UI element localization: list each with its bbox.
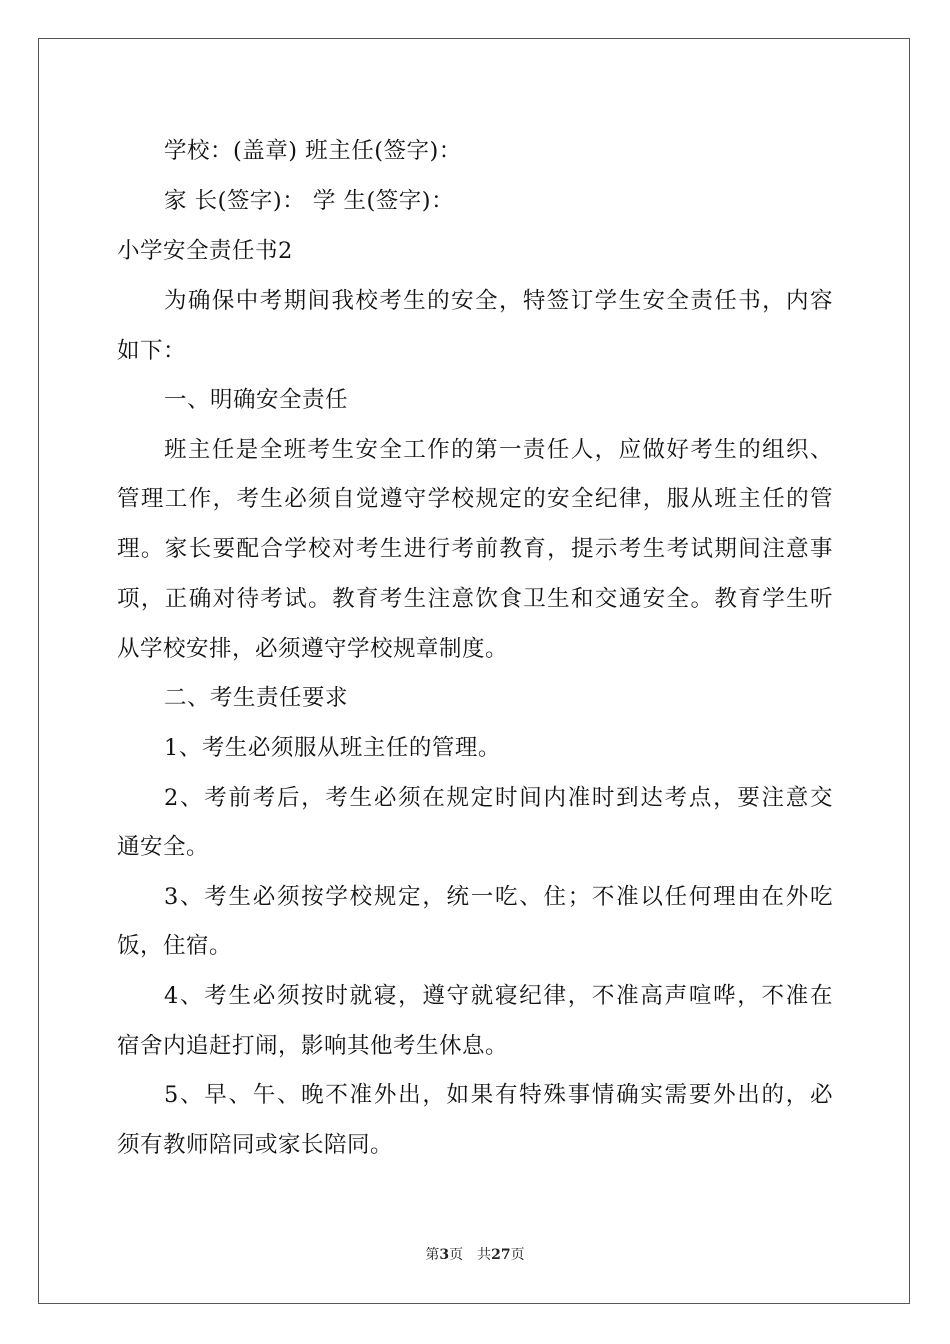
paragraph-line: 如下： — [117, 338, 187, 364]
list-item: 2、考前考后，考生必须在规定时间内准时到达考点，要注意交 — [164, 785, 833, 811]
page-prefix: 第 — [425, 1247, 440, 1263]
paragraph-line: 班主任是全班考生安全工作的第一责任人，应做好考生的组织、 — [164, 437, 833, 463]
page-border — [38, 38, 910, 1304]
signature-school-line: 学校：(盖章) 班主任(签字)： — [164, 138, 462, 164]
page-suffix: 页 — [510, 1247, 525, 1263]
paragraph-line: 管理工作，考生必须自觉遵守学校规定的安全纪律，服从班主任的管 — [117, 486, 833, 512]
page-number-footer — [0, 1246, 950, 1264]
list-item-continuation: 宿舍内追赶打闹，影响其他考生休息。 — [117, 1033, 509, 1059]
list-item: 1、考生必须服从班主任的管理。 — [164, 735, 501, 761]
list-item: 3、考生必须按学校规定，统一吃、住；不准以任何理由在外吃 — [164, 884, 833, 910]
list-item: 5、早、午、晚不准外出，如果有特殊事情确实需要外出的，必 — [164, 1082, 833, 1108]
list-item-continuation: 须有教师陪同或家长陪同。 — [117, 1132, 394, 1158]
heading-requirements: 二、考生责任要求 — [164, 685, 349, 711]
list-item-continuation: 通安全。 — [117, 834, 210, 860]
section-title: 小学安全责任书2 — [117, 238, 293, 264]
list-item-continuation: 饭，住宿。 — [117, 933, 233, 959]
paragraph-line: 理。家长要配合学校对考生进行考前教育，提示考生考试期间注意事 — [117, 536, 833, 562]
paragraph-line: 项，正确对待考试。教育考生注意饮食卫生和交通安全。教育学生听 — [117, 586, 833, 612]
heading-responsibility: 一、明确安全责任 — [164, 387, 349, 413]
current-page-number: 3 — [439, 1247, 450, 1263]
paragraph-line: 为确保中考期间我校考生的安全，特签订学生安全责任书，内容 — [164, 288, 833, 314]
total-page-number: 27 — [491, 1247, 511, 1263]
list-item: 4、考生必须按时就寝，遵守就寝纪律，不准高声喧哗，不准在 — [164, 983, 833, 1009]
paragraph-line: 从学校安排，必须遵守学校规章制度。 — [117, 636, 509, 662]
page-mid: 页 共 — [449, 1247, 492, 1263]
signature-parent-line: 家 长(签字)： 学 生(签字)： — [164, 188, 455, 214]
